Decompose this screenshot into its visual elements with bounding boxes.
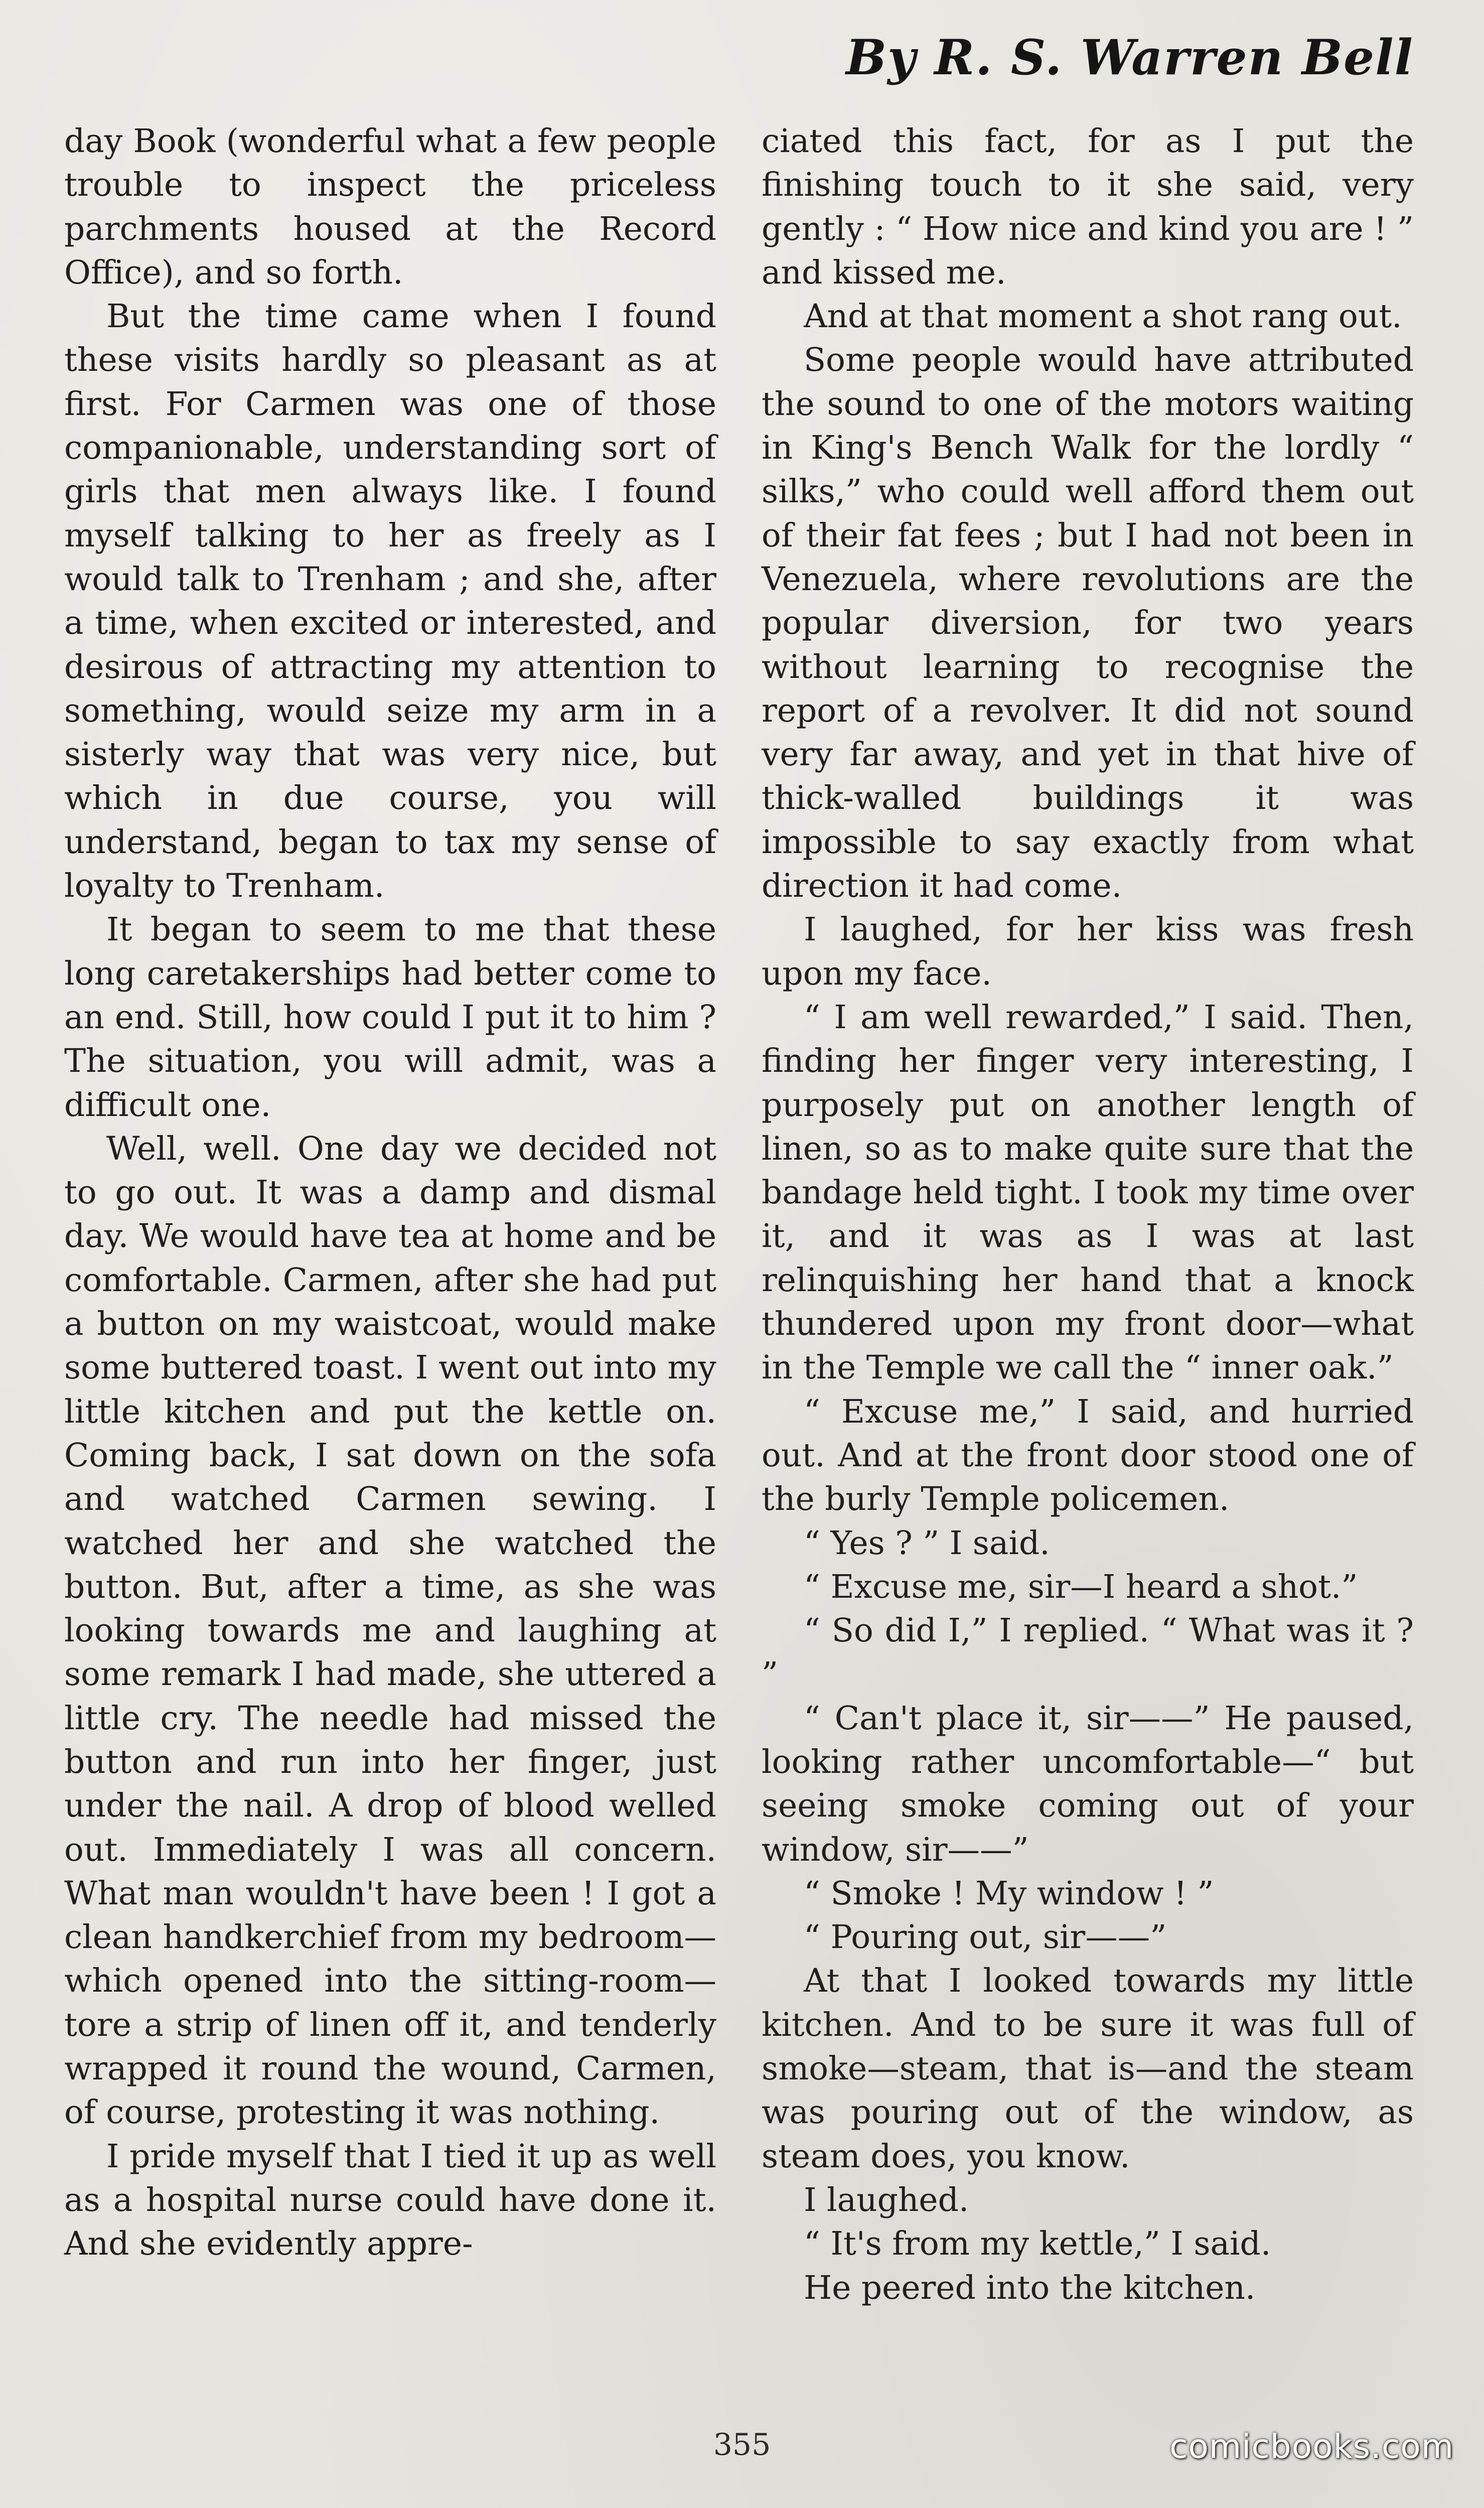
paragraph: At that I looked towards my little kitchen. And to be sure it was full of smoke—steam, that is—and the steam was pouring out of the window, as steam does, you know. [762,1962,1414,2175]
running-head: By R. S. Warren Bell [846,29,1414,86]
paragraph: He peered into the kitchen. [804,2269,1256,2307]
paragraph: “ Excuse me, sir—I heard a shot.” [804,1568,1358,1606]
paragraph: I pride myself that I tied it up as well as a hospital nurse could have done it. And she evidently appre- [64,2137,716,2263]
site-watermark: comicbooks.com [1169,2427,1454,2466]
paragraph: “ Pouring out, sir——” [804,1918,1167,1957]
paragraph: day Book (wonderful what a few people trouble to inspect the priceless parchments housed at the Record Office), and so forth. [64,122,716,292]
right-column [762,119,1414,2310]
paragraph: “ It's from my kettle,” I said. [804,2225,1271,2263]
paragraph: I laughed. [804,2181,969,2219]
paragraph: “ Yes ? ” I said. [804,1524,1050,1562]
paragraph: And at that moment a shot rang out. [804,298,1402,336]
page-number: 355 [713,2427,771,2462]
paragraph: “ Excuse me,” I said, and hurried out. And at the front door stood one of the burly Temple policemen. [762,1392,1414,1518]
paragraph: Some people would have attributed the sound to one of the motors waiting in King's Bench Walk for the lordly “ silks,” who could well afford them out of their fat fees ; but I had not been in Venezuela, where revolutions are the popular diversion, for two years without learning to recognise the report of a revolver. It did not sound very far away, and yet in that hive of thick-walled buildings it was impossible to say exactly from what direction it had come. [762,341,1414,905]
paragraph: “ Can't place it, sir——” He paused, looking rather uncomfortable—“ but seeing smoke coming out of your window, sir——” [762,1699,1414,1869]
paragraph: It began to seem to me that these long caretakerships had better come to an end. Still, how could I put it to him ? The situation, you will admit, was a difficult one. [64,911,716,1124]
paragraph: But the time came when I found these visits hardly so pleasant as at first. For Carmen was one of those companionable, understanding sort of girls that men always like. I found myself talking to her as freely as I would talk to Trenham ; and she, after a time, when excited or interested, and desirous of attracting my attention to something, would seize my arm in a sisterly way that was very nice, but which in due course, you will understand, began to tax my sense of loyalty to Trenham. [64,298,716,905]
paragraph: I laughed, for her kiss was fresh upon my face. [762,911,1414,993]
paragraph: Well, well. One day we decided not to go out. It was a damp and dismal day. We would have tea at home and be comfortable. Carmen, after she had put a button on my waistcoat, would make some buttered toast. I went out into my little kitchen and put the kettle on. Coming back, I sat down on the sofa and watched Carmen sewing. I watched her and she watched the button. But, after a time, as she was looking towards me and laughing at some remark I had made, she uttered a little cry. The needle had missed the button and run into her finger, just under the nail. A drop of blood welled out. Immediately I was all concern. What man wouldn't have been ! I got a clean handkerchief from my bedroom—which opened into the sitting-room—tore a strip of linen off it, and tenderly wrapped it round the wound, Carmen, of course, protesting it was nothing. [64,1130,716,2132]
paragraph: “ So did I,” I replied. “ What was it ? ” [762,1612,1414,1694]
paragraph: ciated this fact, for as I put the finishing touch to it she said, very gently : “ How nice and kind you are ! ” and kissed me. [762,122,1414,292]
paragraph: “ I am well rewarded,” I said. Then, finding her finger very interesting, I purposely put on another length of linen, so as to make quite sure that the bandage held tight. I took my time over it, and it was as I was at last relinquishing her hand that a knock thundered upon my front door—what in the Temple we call the “ inner oak.” [762,998,1414,1387]
left-column [64,119,716,2266]
paragraph: “ Smoke ! My window ! ” [804,1874,1214,1912]
